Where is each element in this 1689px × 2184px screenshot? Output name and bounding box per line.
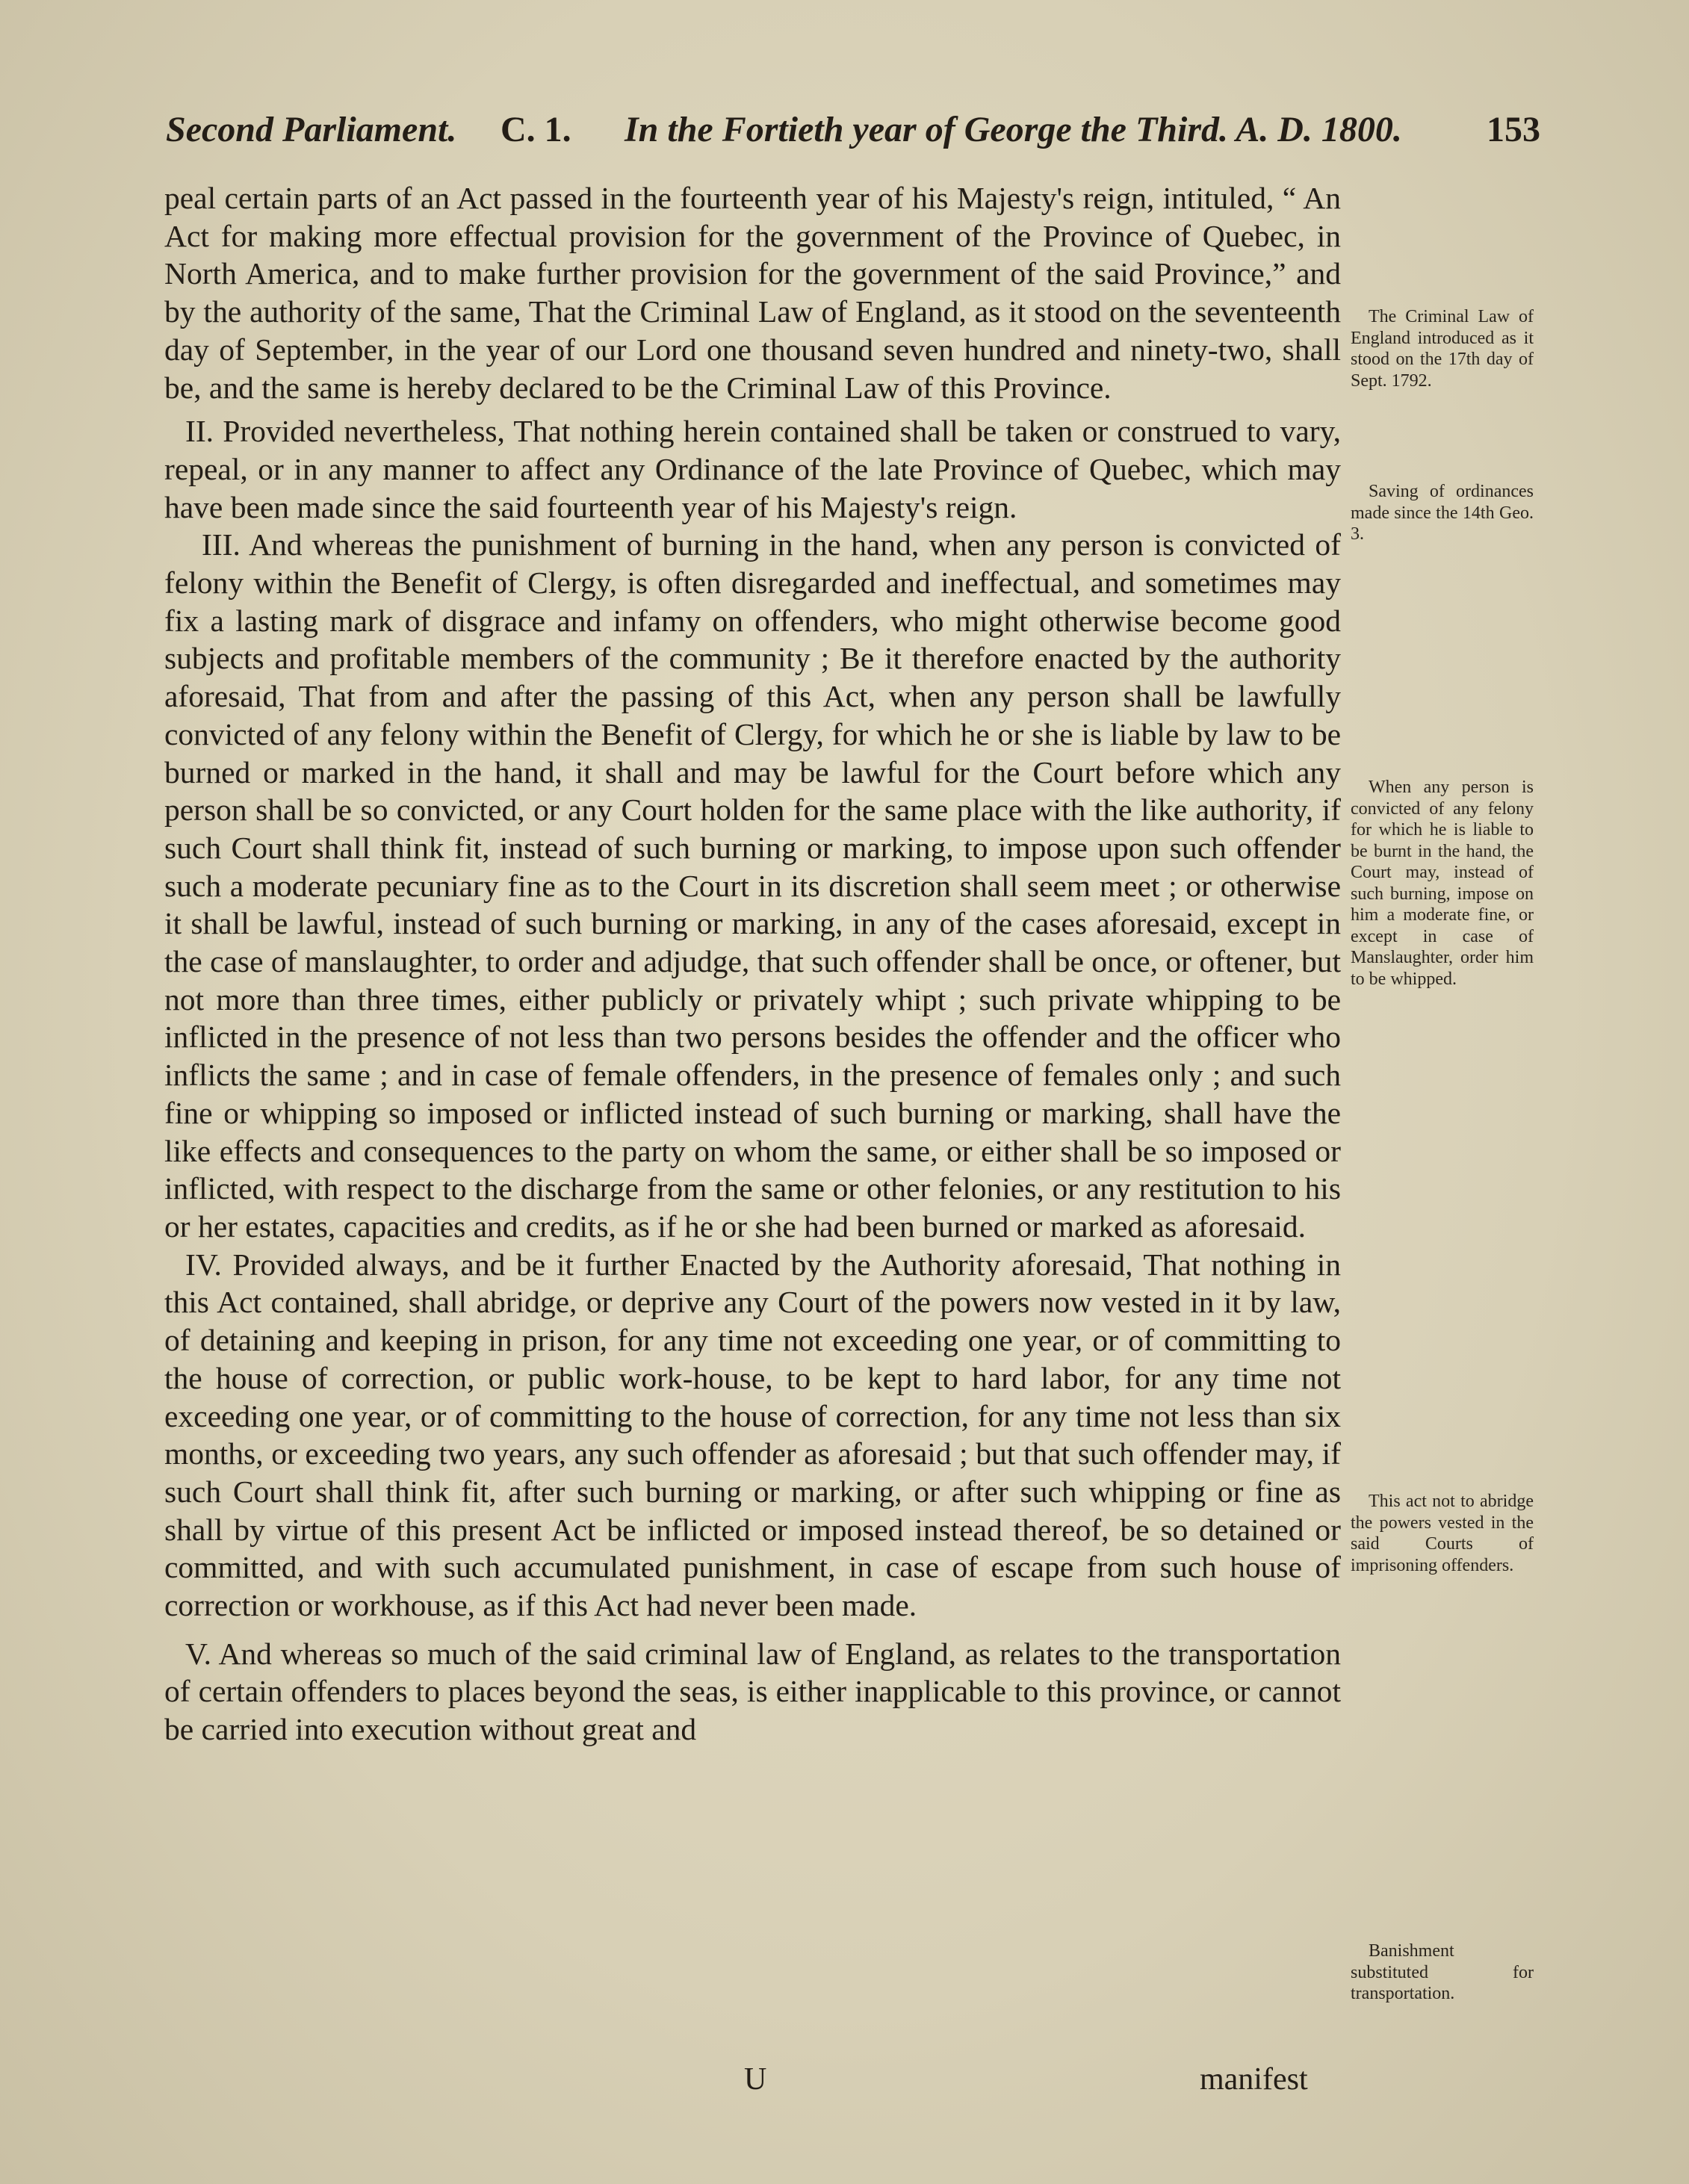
catchword: manifest bbox=[1200, 2062, 1308, 2097]
margin-note-fine-or-whipping: When any person is convicted of any felony for which he is liable to be burnt in the hand, the Court may, instead of such burning, impose on him a moderate fine, or except in case of Manslaughter, order him to be whipped. bbox=[1351, 778, 1534, 989]
running-header bbox=[166, 109, 1540, 161]
section-ii: II. Provided nevertheless, That nothing herein contained shall be taken or construed to vary, repeal, or in any manner to affect any Ordinance of the late Province of Quebec, which may have been made since the said fourteenth year of his Majesty's reign. bbox=[164, 414, 1341, 524]
section-iii: III. And whereas the punishment of burning in the hand, when any person is convicted of felony within the Benefit of Clergy, is often disregarded and ineffectual, and sometimes may fix a lasting mark of disgrace and infamy on offenders, who might otherwise become good subjects and profitable members of the community ; Be it therefore enacted by the authority aforesaid, That from and after the passing of this Act, when any person shall be lawfully convicted of any felony within the Benefit of Clergy, for which he or she is liable by law to be burned or marked in the hand, it shall and may be lawful for the Court before which any person shall be so convicted, or any Court holden for the same place with the like authority, if such Court shall think fit, instead of such burning or marking, to impose upon such offender such a moderate pecuniary fine as to the Court in its discretion shall seem meet ; or otherwise it shall be lawful, instead of such burning or marking, in any of the cases aforesaid, except in the case of manslaughter, to order and adjudge, that such offender shall be once, or oftener, but not more than three times, either publicly or privately whipt ; such private whipping to be inflicted in the presence of not less than two persons besides the offender and the officer who inflicts the same ; and in case of female offenders, in the presence of females only ; and such fine or whipping so imposed or inflicted instead of such burning or marking, shall have the like effects and consequences to the party on whom the same, or either shall be so imposed or inflicted, with respect to the discharge from the same or other felonies, or any restitution to his or her estates, capacities and credits, as if he or she had been burned or marked as aforesaid. bbox=[164, 527, 1341, 1244]
header-chapter: C. 1. bbox=[500, 110, 571, 149]
header-parliament: Second Parliament. bbox=[166, 110, 457, 149]
section-iv: IV. Provided always, and be it further Enacted by the Authority aforesaid, That nothing in this Act contained, shall abridge, or deprive any Court of the powers now vested in it by law, of detaining and keeping in prison, for any time not exceeding one year, or of committing to the house of correction, or public work-house, to be kept to hard labor, for any time not exceeding one year, or of committing to the house of correction, for any time not less than six months, or exceeding two years, any such offender as aforesaid ; but that such offender may, if such Court shall think fit, after such burning or marking, or after such whipping or fine as shall by virtue of this present Act be inflicted or imposed instead thereof, be so detained or committed, and with such accumulated punishment, in case of escape from such house of correction or workhouse, as if this Act had never been made. bbox=[164, 1247, 1341, 1623]
margin-note-banishment: Banishment substituted for transportation. bbox=[1351, 1941, 1534, 2003]
section-v: V. And whereas so much of the said criminal law of England, as relates to the transportation of certain offenders to places beyond the seas, is either inapplicable to this province, or cannot be carried into execution without great and bbox=[164, 1636, 1341, 1747]
margin-note-imprisonment-powers: This act not to abridge the powers vested in the said Courts of imprisoning offenders. bbox=[1351, 1492, 1534, 1575]
signature-mark: U bbox=[744, 2062, 767, 2097]
header-title: In the Fortieth year of George the Third. A. D. 1800. bbox=[625, 110, 1402, 149]
body-text bbox=[164, 179, 1341, 1749]
margin-note-criminal-law: The Criminal Law of England introduced as it stood on the 17th day of Sept. 1792. bbox=[1351, 307, 1534, 391]
page-number: 153 bbox=[1487, 110, 1540, 149]
paragraph-continuation: peal certain parts of an Act passed in the fourteenth year of his Majesty's reign, intituled, “ An Act for making more effectual provision for the government of the Province of Quebec, in North America, and to make further provision for the government of the said Province,” and by the authority of the same, That the Criminal Law of England, as it stood on the seventeenth day of September, in the year of our Lord one thousand seven hundred and ninety-two, shall be, and the same is hereby declared to be the Criminal Law of this Province. bbox=[164, 181, 1341, 405]
margin-note-saving-ordinances: Saving of ordinances made since the 14th Geo. 3. bbox=[1351, 482, 1534, 544]
